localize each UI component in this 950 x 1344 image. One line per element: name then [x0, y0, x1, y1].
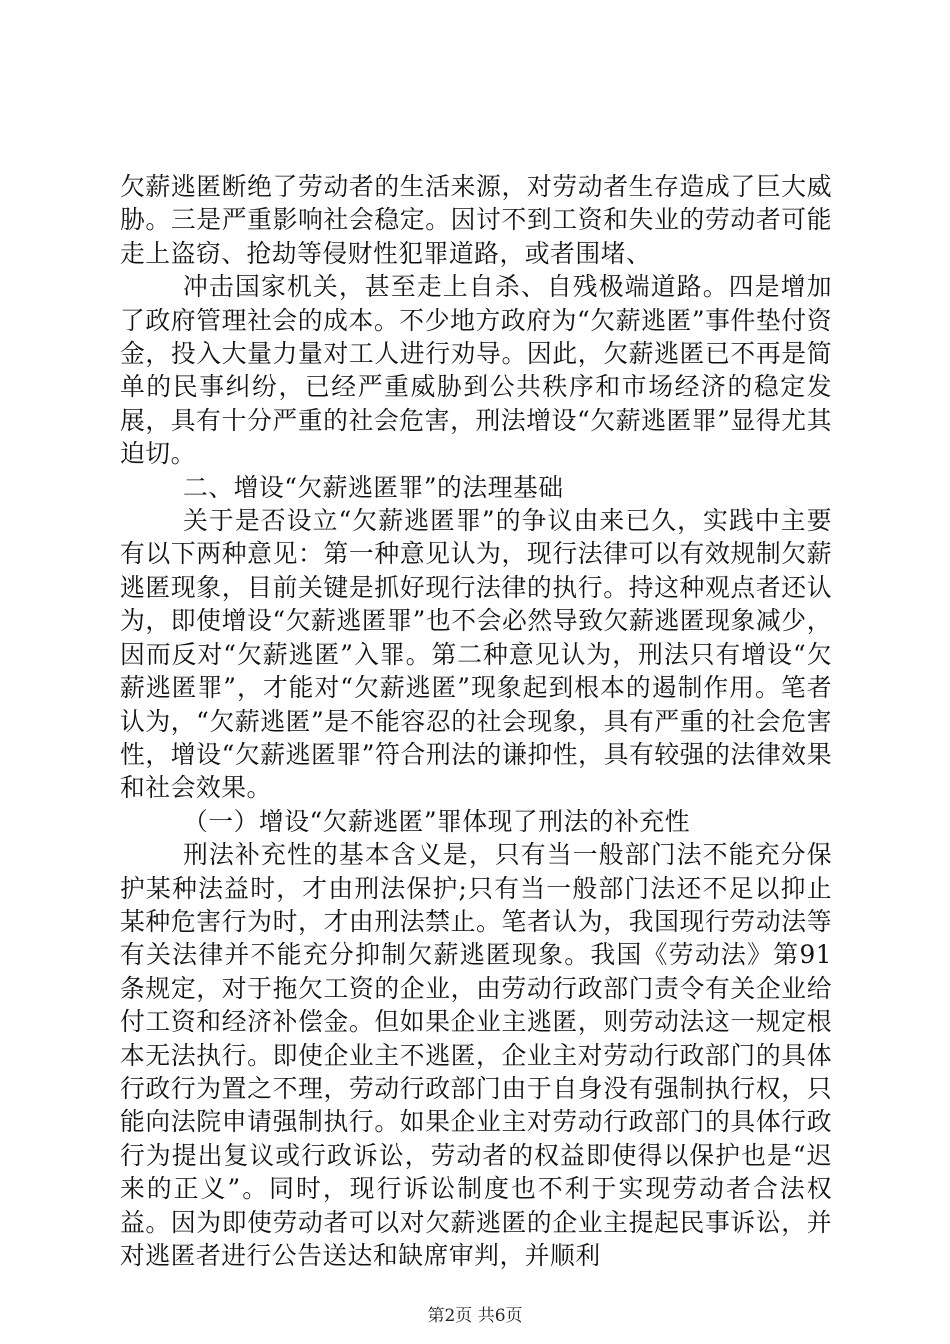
page-footer: 第2页 共6页	[427, 1306, 523, 1326]
paragraph: 刑法补充性的基本含义是，只有当一般部门法不能充分保护某种法益时，才由刑法保护;只有当一般部门法还不足以抑止某种危害行为时，才由刑法禁止。笔者认为，我国现行劳动法等有关法律并不能充分抑制欠薪逃匿现象。我国《劳动法》第91条规定，对于拖欠工资的企业，由劳动行政部门责令有关企业给付工资和经济补偿金。但如果企业主逃匿，则劳动法这一规定根本无法执行。即使企业主不逃匿，企业主对劳动行政部门的具体行政行为置之不理，劳动行政部门由于自身没有强制执行权，只能向法院申请强制执行。如果企业主对劳动行政部门的具体行政行为提出复议或行政诉讼，劳动者的权益即使得以保护也是“迟来的正义”。同时，现行诉讼制度也不利于实现劳动者合法权益。因为即使劳动者可以对欠薪逃匿的企业主提起民事诉讼，并对逃匿者进行公告送达和缺席审判，并顺利	[120, 840, 832, 1270]
paragraph-continued: 欠薪逃匿断绝了劳动者的生活来源，对劳动者生存造成了巨大威胁。三是严重影响社会稳定。因讨不到工资和失业的劳动者可能走上盗窃、抢劫等侵财性犯罪道路，或者围堵、	[120, 172, 832, 268]
paragraph: 冲击国家机关，甚至走上自杀、自残极端道路。四是增加了政府管理社会的成本。不少地方政府为“欠薪逃匿”事件垫付资金，投入大量力量对工人进行劝导。因此，欠薪逃匿已不再是简单的民事纠纷，已经严重威胁到公共秩序和市场经济的稳定发展，具有十分严重的社会危害，刑法增设“欠薪逃匿罪”显得尤其迫切。	[120, 272, 832, 469]
paragraph: 关于是否设立“欠薪逃匿罪”的争议由来已久，实践中主要有以下两种意见：第一种意见认为，现行法律可以有效规制欠薪逃匿现象，目前关键是抓好现行法律的执行。持这种观点者还认为，即使增设“欠薪逃匿罪”也不会必然导致欠薪逃匿现象减少，因而反对“欠薪逃匿”入罪。第二种意见认为，刑法只有增设“欠薪逃匿罪”，才能对“欠薪逃匿”现象起到根本的遏制作用。笔者认为，“欠薪逃匿”是不能容忍的社会现象，具有严重的社会危害性，增设“欠薪逃匿罪”符合刑法的谦抑性，具有较强的法律效果和社会效果。	[120, 506, 832, 803]
section-heading: 二、增设“欠薪逃匿罪”的法理基础	[183, 472, 564, 502]
subsection-heading: （一）增设“欠薪逃匿”罪体现了刑法的补充性	[183, 806, 690, 836]
document-body	[120, 170, 832, 1272]
